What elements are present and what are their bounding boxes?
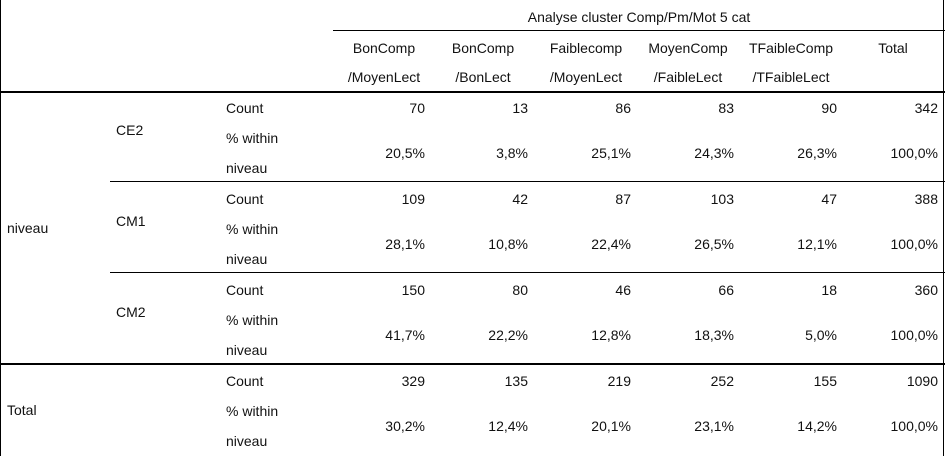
pct-cell: 12,4% [488, 418, 528, 434]
count-cell: 18 [821, 282, 837, 298]
count-cell: 42 [512, 191, 528, 207]
pct-cell: 20,5% [385, 145, 425, 161]
count-cell: 360 [914, 282, 938, 298]
column-header-line2: /MoyenLect [347, 69, 421, 85]
total-row-label: Total [7, 402, 37, 418]
count-cell: 219 [607, 373, 631, 389]
count-cell: 86 [615, 100, 631, 116]
column-header-line2: /MoyenLect [549, 69, 623, 85]
pct-cell: 100,0% [890, 145, 938, 161]
column-header-line1: BonComp [451, 40, 515, 56]
count-cell: 66 [718, 282, 734, 298]
pct-cell: 18,3% [694, 327, 734, 343]
column-header-line1: Faiblecomp [549, 40, 623, 56]
group-label: CM1 [116, 213, 146, 229]
header-title: Analyse cluster Comp/Pm/Mot 5 cat [527, 9, 751, 25]
pct-cell: 22,2% [488, 327, 528, 343]
column-header-line2: /FaibleLect [653, 69, 723, 85]
header-title-rule [333, 30, 945, 31]
count-cell: 1090 [906, 373, 938, 389]
column-header-line2: /BonLect [455, 69, 511, 85]
pct-cell: 30,2% [385, 418, 425, 434]
count-cell: 155 [813, 373, 837, 389]
measure-count-label: Count [226, 373, 264, 389]
count-cell: 252 [710, 373, 734, 389]
pct-cell: 41,7% [385, 327, 425, 343]
pct-cell: 28,1% [385, 236, 425, 252]
pct-cell: 10,8% [488, 236, 528, 252]
measure-pct-label: niveau [226, 251, 268, 267]
measure-count-label: Count [226, 282, 264, 298]
pct-cell: 100,0% [890, 327, 938, 343]
count-cell: 13 [512, 100, 528, 116]
pct-cell: 24,3% [694, 145, 734, 161]
pct-cell: 26,5% [694, 236, 734, 252]
pct-cell: 26,3% [797, 145, 837, 161]
count-cell: 388 [914, 191, 938, 207]
count-cell: 46 [615, 282, 631, 298]
measure-count-label: Count [226, 100, 264, 116]
pct-cell: 12,1% [797, 236, 837, 252]
count-cell: 150 [401, 282, 425, 298]
left-border [0, 0, 1, 456]
pct-cell: 20,1% [591, 418, 631, 434]
pct-cell: 12,8% [591, 327, 631, 343]
count-cell: 70 [409, 100, 425, 116]
measure-pct-label: % within [226, 130, 279, 146]
count-cell: 47 [821, 191, 837, 207]
pct-cell: 3,8% [496, 145, 528, 161]
measure-pct-label: niveau [226, 342, 268, 358]
group-label: CM2 [116, 304, 146, 320]
right-border [943, 0, 944, 456]
pct-cell: 5,0% [805, 327, 837, 343]
measure-pct-label: % within [226, 312, 279, 328]
pct-cell: 100,0% [890, 418, 938, 434]
total-rule [0, 363, 945, 365]
measure-pct-label: niveau [226, 433, 268, 449]
row-variable-label: niveau [7, 220, 49, 236]
count-cell: 329 [401, 373, 425, 389]
count-cell: 103 [710, 191, 734, 207]
pct-cell: 22,4% [591, 236, 631, 252]
column-header-line1: Total [878, 40, 908, 56]
count-cell: 342 [914, 100, 938, 116]
pct-cell: 100,0% [890, 236, 938, 252]
group-rule-1 [110, 181, 945, 182]
measure-pct-label: % within [226, 403, 279, 419]
pct-cell: 23,1% [694, 418, 734, 434]
measure-pct-label: niveau [226, 160, 268, 176]
column-header-line1: BonComp [352, 40, 416, 56]
column-header-line2: /TFaibleLect [752, 69, 830, 85]
column-header-line1: MoyenComp [648, 40, 728, 56]
column-header-line1: TFaibleComp [748, 40, 834, 56]
count-cell: 80 [512, 282, 528, 298]
measure-pct-label: % within [226, 221, 279, 237]
group-rule-2 [110, 272, 945, 273]
measure-count-label: Count [226, 191, 264, 207]
count-cell: 90 [821, 100, 837, 116]
count-cell: 135 [504, 373, 528, 389]
header-bottom-rule [0, 91, 945, 93]
group-label: CE2 [116, 122, 144, 138]
pct-cell: 14,2% [797, 418, 837, 434]
count-cell: 83 [718, 100, 734, 116]
pct-cell: 25,1% [591, 145, 631, 161]
count-cell: 87 [615, 191, 631, 207]
count-cell: 109 [401, 191, 425, 207]
